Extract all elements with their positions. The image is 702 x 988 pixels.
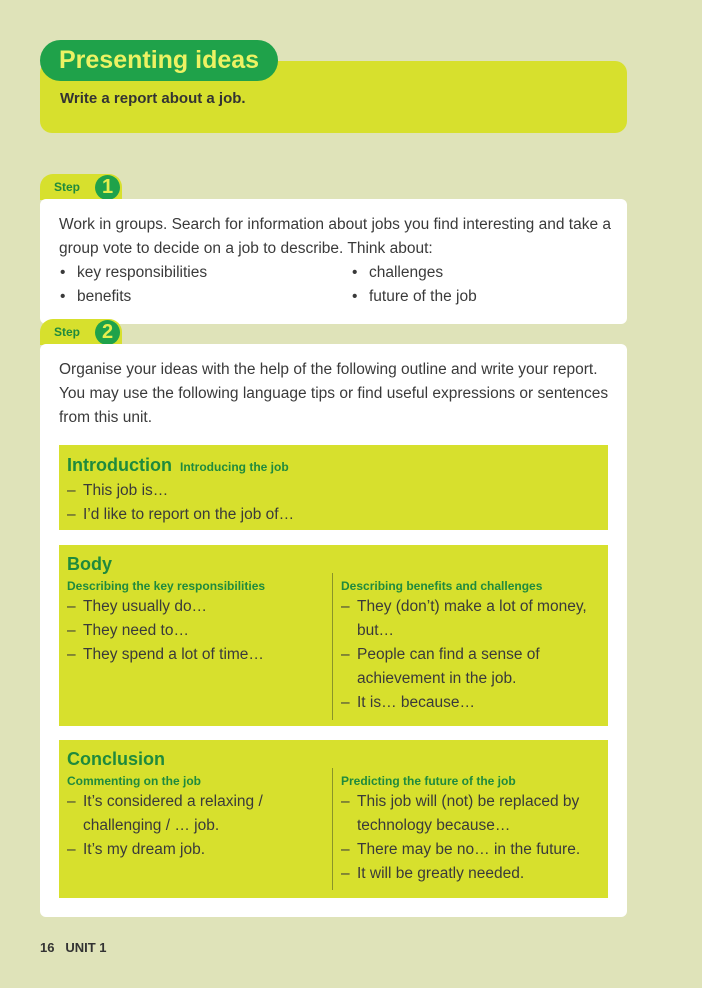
body-heading: Body: [67, 554, 112, 574]
language-tip: – This job is…: [67, 479, 168, 503]
language-tip: – It’s considered a relaxing /: [67, 790, 263, 814]
step-label: Step: [54, 325, 81, 339]
step-2-text-line: You may use the following language tips or find useful expressions or sentences: [59, 385, 609, 402]
language-tip: – They spend a lot of time…: [67, 643, 264, 667]
step-1-tab: [40, 174, 122, 200]
step-number-badge: 2: [95, 320, 120, 345]
step-number-badge: 1: [95, 175, 120, 200]
step-2-box: [40, 344, 627, 917]
language-tip: – It’s my dream job.: [67, 838, 205, 862]
language-tip: – They (don’t) make a lot of money,: [341, 595, 587, 619]
step-1-box: [40, 199, 627, 324]
step-2-tab: [40, 319, 122, 345]
body-left-heading: Describing the key responsibilities: [67, 579, 266, 593]
page-footer: [40, 940, 106, 955]
column-divider: [332, 573, 333, 720]
language-tip-continuation: technology because…: [357, 817, 511, 834]
step-2-text-line: Organise your ideas with the help of the following outline and write your report.: [59, 361, 598, 378]
conclusion-heading: Conclusion: [67, 749, 165, 769]
introduction-panel: [59, 445, 608, 530]
language-tip-continuation: achievement in the job.: [357, 670, 517, 687]
page-title: Presenting ideas: [40, 40, 278, 81]
bullet-item: • future of the job: [352, 285, 477, 309]
conclusion-left-heading: Commenting on the job: [67, 774, 201, 788]
introduction-heading: [67, 455, 289, 476]
language-tip: – They need to…: [67, 619, 189, 643]
column-divider: [332, 768, 333, 890]
language-tip: – It is… because…: [341, 691, 475, 715]
language-tip: – People can find a sense of: [341, 643, 540, 667]
bullet-item: • challenges: [352, 261, 443, 285]
body-panel: [59, 545, 608, 726]
unit-label: UNIT 1: [65, 940, 107, 955]
step-1-text-line: Work in groups. Search for information about jobs you find interesting and take a: [59, 216, 611, 233]
introduction-title: Introduction: [67, 455, 172, 475]
language-tip-continuation: challenging / … job.: [83, 817, 220, 834]
step-2-text-line: from this unit.: [59, 409, 153, 426]
conclusion-right-heading: Predicting the future of the job: [341, 774, 516, 788]
bullet-item: • benefits: [60, 285, 131, 309]
page-number: 16: [40, 940, 55, 955]
step-label: Step: [54, 180, 81, 194]
language-tip: – This job will (not) be replaced by: [341, 790, 579, 814]
language-tip: – I’d like to report on the job of…: [67, 503, 294, 527]
language-tip: – There may be no… in the future.: [341, 838, 580, 862]
conclusion-panel: [59, 740, 608, 898]
step-1-text-line: group vote to decide on a job to describe. Think about:: [59, 240, 433, 257]
introduction-subheading: Introducing the job: [180, 460, 289, 474]
language-tip-continuation: but…: [357, 622, 395, 639]
language-tip: – It will be greatly needed.: [341, 862, 524, 886]
task-subtitle: Write a report about a job.: [60, 90, 246, 107]
body-right-heading: Describing benefits and challenges: [341, 579, 543, 593]
bullet-item: • key responsibilities: [60, 261, 207, 285]
language-tip: – They usually do…: [67, 595, 207, 619]
